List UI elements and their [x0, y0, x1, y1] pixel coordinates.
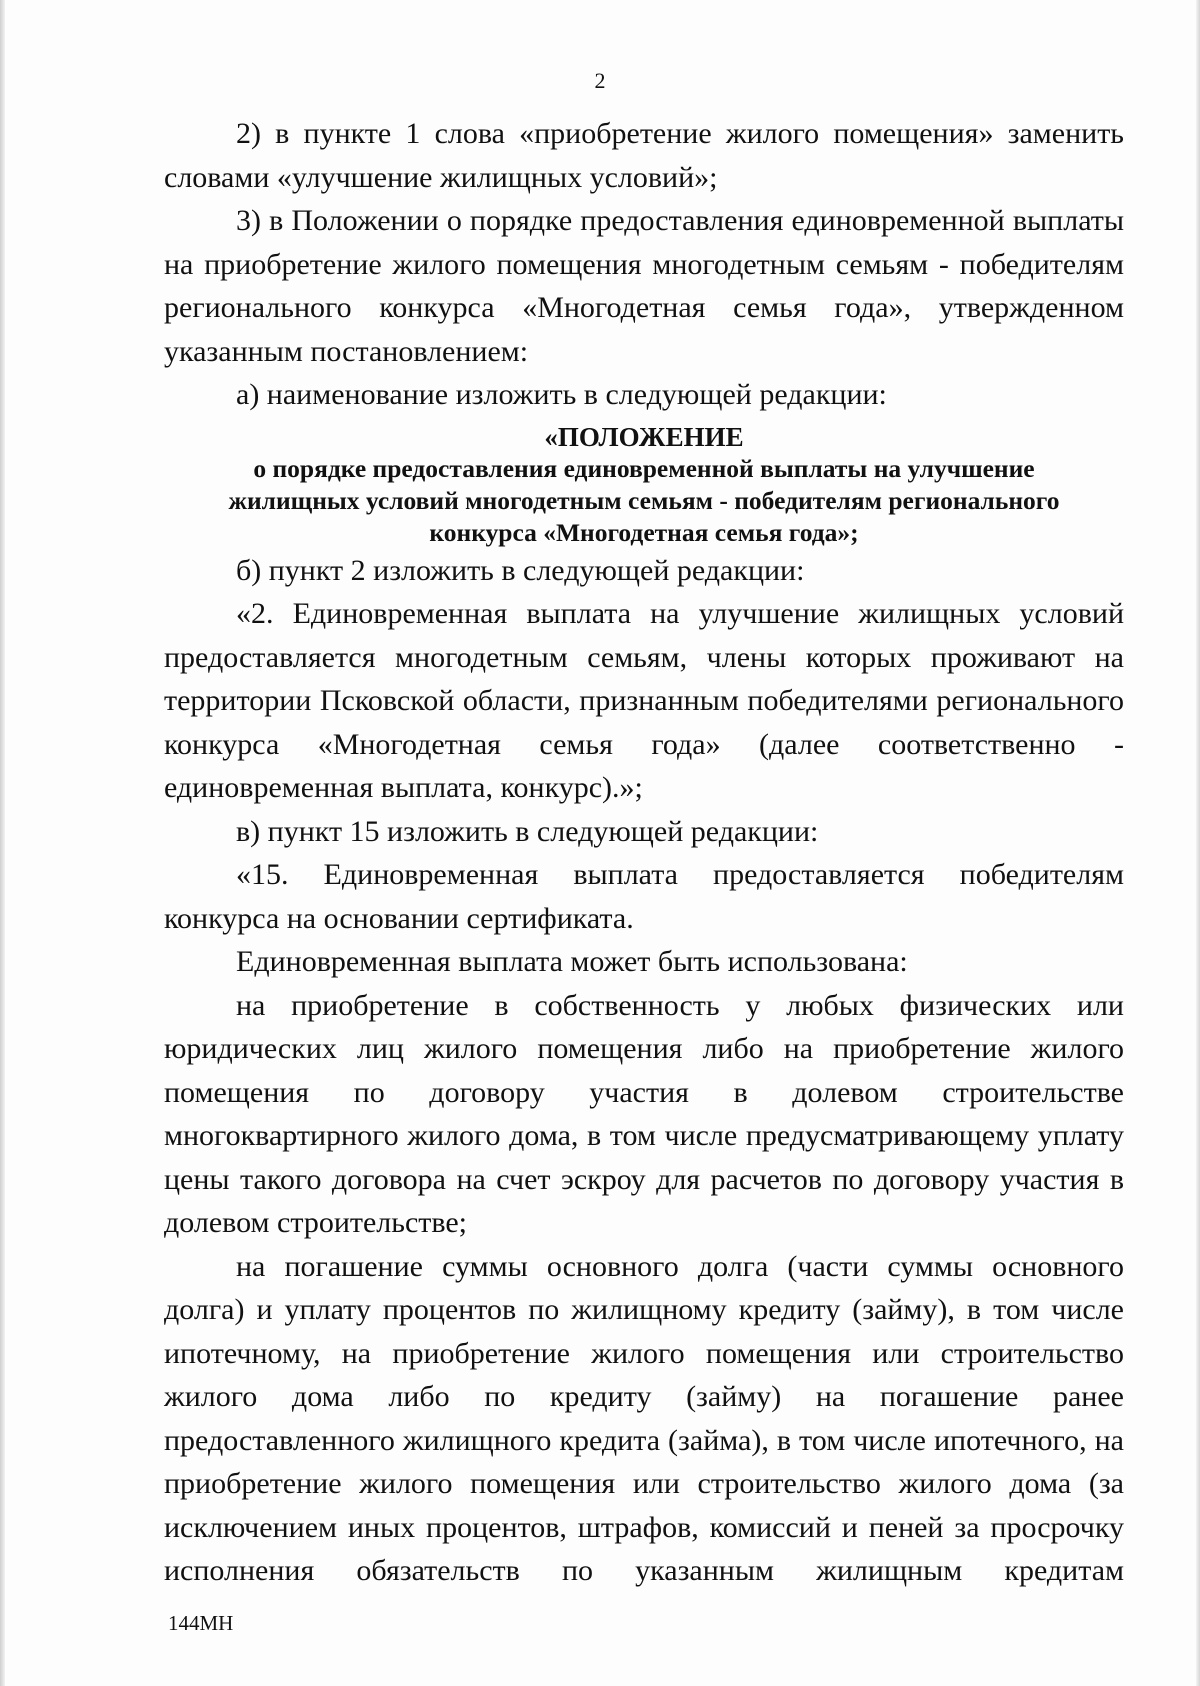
paragraph-usage-repayment: на погашение суммы основного долга (части суммы основного долга) и уплату процентов по жилищному кредиту (займу), в том числе ипотечному, на приобретение жилого помещения или строительство жилого дома либо по кредиту (займу) на погашение ранее предоставленного жилищного кредита (займа), в том числе ипотечного, на приобретение жилого помещения или строительство жилого дома (за исключением иных процентов, штрафов, комиссий и пеней за просрочку исполнения обязательств по указанным жилищным кредитам	[164, 1249, 1124, 1587]
page-number: 2	[594, 68, 606, 93]
heading-line: конкурса «Многодетная семья года»;	[429, 517, 859, 547]
scan-edge-left	[0, 0, 5, 1686]
heading-title: «ПОЛОЖЕНИЕ	[544, 421, 744, 452]
paragraph-usage-intro: Единовременная выплата может быть использована:	[236, 945, 908, 978]
document-body	[164, 112, 1124, 1593]
paragraph-item-v: в) пункт 15 изложить в следующей редакции:	[236, 814, 819, 848]
heading-line: о порядке предоставления единовременной выплаты на улучшение	[253, 453, 1035, 483]
scan-edge-right	[1196, 0, 1200, 1686]
footer-document-code: 144МН	[168, 1611, 234, 1635]
paragraph-item-a: а) наименование изложить в следующей редакции:	[236, 378, 887, 411]
heading-line: жилищных условий многодетным семьям - победителям регионального	[228, 485, 1060, 515]
paragraph-amendment-3: 3) в Положении о порядке предоставления единовременной выплаты на приобретение жилого помещения многодетным семьям - победителям регионального конкурса «Многодетная семья года», утвержденном указанным постановлением:	[164, 204, 1124, 368]
paragraph-usage-purchase: на приобретение в собственность у любых физических или юридических лиц жилого помещения либо на приобретение жилого помещения по договору участия в долевом строительстве многоквартирного жилого дома, в том числе предусматривающему уплату цены такого договора на счет эскроу для расчетов по договору участия в долевом строительстве;	[164, 988, 1124, 1239]
paragraph-point-15-text: «15. Единовременная выплата предоставляется победителям конкурса на основании сертификата.	[164, 858, 1124, 935]
paragraph-point-2-text: «2. Единовременная выплата на улучшение жилищных условий предоставляется многодетным семьям, члены которых проживают на территории Псковской области, признанным победителями регионального конкурса «Многодетная семья года» (далее соответственно - единовременная выплата, конкурс).»;	[164, 597, 1124, 804]
paragraph-item-b: б) пункт 2 изложить в следующей редакции:	[236, 553, 805, 587]
paragraph-amendment-2: 2) в пункте 1 слова «приобретение жилого помещения» заменить словами «улучшение жилищных условий»;	[164, 117, 1124, 194]
